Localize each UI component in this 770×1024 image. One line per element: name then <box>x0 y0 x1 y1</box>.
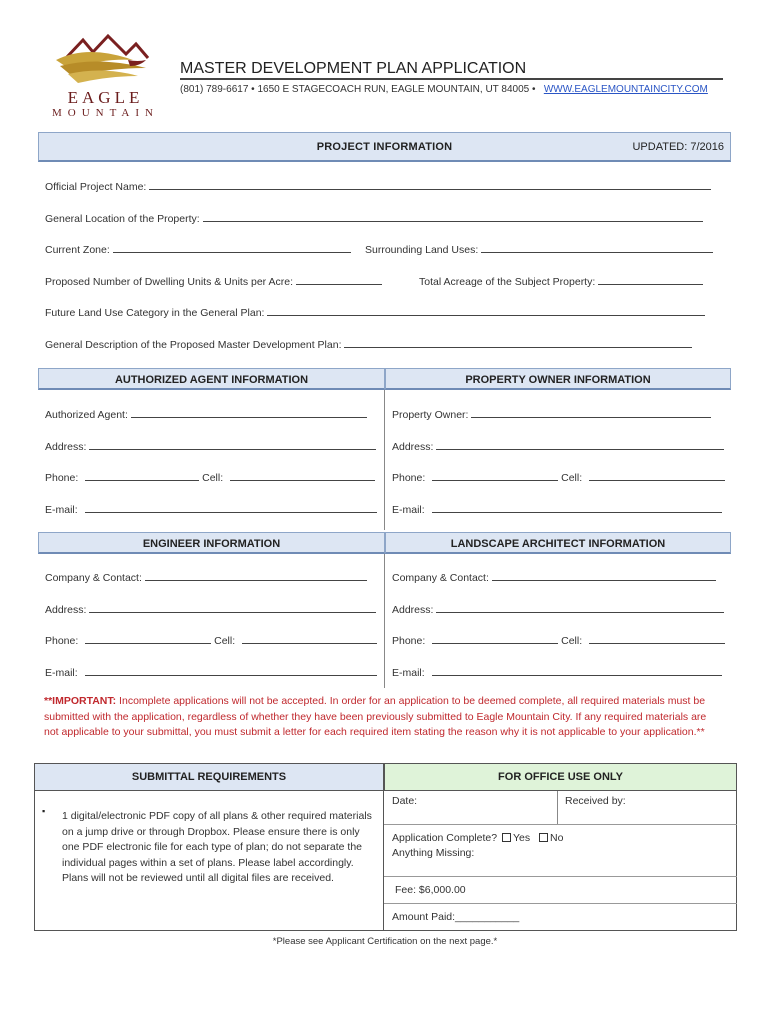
property-owner-row <box>392 408 711 421</box>
engineer-phone-row <box>45 634 377 647</box>
important-label: **IMPORTANT: <box>44 695 117 707</box>
engineer-address-row <box>45 603 376 616</box>
general-location-label: General Location of the Property: <box>45 213 200 225</box>
website-link[interactable]: WWW.EAGLEMOUNTAINCITY.COM <box>543 84 708 95</box>
engineer-phone-field[interactable] <box>85 634 211 644</box>
landscape-email-field[interactable] <box>432 666 722 676</box>
office-date-label: Date: <box>392 795 418 807</box>
office-use-box <box>384 791 737 931</box>
agent-phone-label: Phone: <box>45 472 79 484</box>
agent-email-row <box>45 503 377 516</box>
landscape-cell-field[interactable] <box>589 634 725 644</box>
property-owner-label: Property Owner: <box>392 409 469 421</box>
document-title: MASTER DEVELOPMENT PLAN APPLICATION <box>180 60 527 77</box>
office-received-by-label: Received by: <box>565 795 626 807</box>
owner-email-label: E-mail: <box>392 504 425 516</box>
owner-info-header: PROPERTY OWNER INFORMATION <box>385 368 731 390</box>
amount-paid-label: Amount Paid:___________ <box>392 911 520 923</box>
submittal-requirement-item: 1 digital/electronic PDF copy of all plans & other required materials on a jump drive or through Dropbox. Please ensure there is only one PDF electronic file for each type of plan; do not separate the individual pages within a set of plans. Please label accordingly. Plans will not be reviewed until all digital files are received. <box>62 810 372 884</box>
page-header <box>0 0 770 130</box>
landscape-phone-row <box>392 634 725 647</box>
engineer-company-row <box>45 571 367 584</box>
agent-email-field[interactable] <box>85 503 377 513</box>
updated-date: UPDATED: 7/2016 <box>632 141 724 153</box>
agent-address-field[interactable] <box>89 440 376 450</box>
agent-owner-divider <box>384 390 385 530</box>
current-zone-row <box>45 243 351 256</box>
owner-address-row <box>392 440 724 453</box>
dwelling-units-field[interactable] <box>296 275 382 285</box>
authorized-agent-field[interactable] <box>131 408 367 418</box>
engineer-address-label: Address: <box>45 604 87 616</box>
general-location-field[interactable] <box>203 212 703 222</box>
fee-label: Fee: $6,000.00 <box>395 884 466 896</box>
office-row-sep-1 <box>384 824 737 825</box>
agent-info-header: AUTHORIZED AGENT INFORMATION <box>38 368 385 390</box>
engineer-cell-label: Cell: <box>214 635 236 647</box>
owner-phone-field[interactable] <box>432 471 558 481</box>
logo-word-mountain: MOUNTAIN <box>51 107 159 119</box>
application-complete-row <box>392 832 563 844</box>
landscape-company-field[interactable] <box>492 571 716 581</box>
general-description-label: General Description of the Proposed Master Development Plan: <box>45 339 342 351</box>
engineer-cell-field[interactable] <box>242 634 377 644</box>
future-land-use-label: Future Land Use Category in the General Plan: <box>45 307 265 319</box>
logo-word-eagle: EAGLE <box>67 88 144 107</box>
agent-address-label: Address: <box>45 441 87 453</box>
title-rule <box>180 78 723 80</box>
engineer-company-field[interactable] <box>145 571 367 581</box>
landscape-phone-label: Phone: <box>392 635 426 647</box>
landscape-info-header: LANDSCAPE ARCHITECT INFORMATION <box>385 532 731 554</box>
project-info-title: PROJECT INFORMATION <box>316 141 453 153</box>
important-notice <box>44 694 714 741</box>
total-acreage-row <box>419 275 703 288</box>
owner-cell-field[interactable] <box>589 471 725 481</box>
anything-missing-label: Anything Missing: <box>392 847 475 859</box>
important-text: Incomplete applications will not be accepted. In order for an application to be deemed complete, all required materials must be submitted with the application, regardless of whether they have been previously submitted to Eagle Mountain City. If any required materials are not applicable to your submittal, you must submit a letter for each required item stating the reason why it is not applicable to your application.** <box>44 695 707 738</box>
office-use-header: FOR OFFICE USE ONLY <box>384 763 737 791</box>
agent-phone-field[interactable] <box>85 471 199 481</box>
square-bullet-icon: ▪ <box>42 806 46 816</box>
landscape-address-label: Address: <box>392 604 434 616</box>
engineer-info-header: ENGINEER INFORMATION <box>38 532 385 554</box>
engineer-address-field[interactable] <box>89 603 376 613</box>
general-location-row <box>45 212 703 225</box>
general-description-field[interactable] <box>344 338 692 348</box>
future-land-use-field[interactable] <box>267 306 705 316</box>
yes-label: Yes <box>512 832 531 844</box>
surrounding-land-uses-row <box>365 243 713 256</box>
contact-line <box>180 84 708 95</box>
agent-phone-row <box>45 471 375 484</box>
no-checkbox[interactable] <box>539 833 548 842</box>
owner-phone-label: Phone: <box>392 472 426 484</box>
owner-cell-label: Cell: <box>561 472 583 484</box>
engineer-email-row <box>45 666 377 679</box>
date-received-divider <box>557 791 558 824</box>
agent-email-label: E-mail: <box>45 504 78 516</box>
yes-checkbox[interactable] <box>502 833 511 842</box>
official-project-name-row <box>45 180 711 193</box>
engineer-phone-label: Phone: <box>45 635 79 647</box>
owner-email-row <box>392 503 722 516</box>
landscape-email-label: E-mail: <box>392 667 425 679</box>
landscape-email-row <box>392 666 722 679</box>
engineer-company-label: Company & Contact: <box>45 572 142 584</box>
agent-address-row <box>45 440 376 453</box>
general-description-row <box>45 338 692 351</box>
landscape-cell-label: Cell: <box>561 635 583 647</box>
landscape-address-row <box>392 603 724 616</box>
surrounding-land-uses-label: Surrounding Land Uses: <box>365 244 479 256</box>
engineer-email-field[interactable] <box>85 666 377 676</box>
landscape-company-label: Company & Contact: <box>392 572 489 584</box>
office-row-sep-3 <box>384 903 737 904</box>
agent-cell-field[interactable] <box>230 471 375 481</box>
submittal-requirements-header: SUBMITTAL REQUIREMENTS <box>34 763 384 791</box>
no-label: No <box>550 832 564 844</box>
dwelling-units-row <box>45 275 382 288</box>
contact-text: (801) 789-6617 • 1650 E STAGECOACH RUN, EAGLE MOUNTAIN, UT 84005 • <box>180 84 536 95</box>
project-info-header <box>38 132 731 162</box>
current-zone-field[interactable] <box>113 243 351 253</box>
engineer-email-label: E-mail: <box>45 667 78 679</box>
office-row-sep-2 <box>384 876 737 877</box>
total-acreage-field[interactable] <box>598 275 703 285</box>
owner-phone-row <box>392 471 725 484</box>
surrounding-land-uses-field[interactable] <box>481 243 713 253</box>
authorized-agent-label: Authorized Agent: <box>45 409 128 421</box>
official-project-name-label: Official Project Name: <box>45 181 147 193</box>
official-project-name-field[interactable] <box>149 180 711 190</box>
landscape-phone-field[interactable] <box>432 634 558 644</box>
owner-email-field[interactable] <box>432 503 722 513</box>
dwelling-units-label: Proposed Number of Dwelling Units & Units per Acre: <box>45 276 294 288</box>
current-zone-label: Current Zone: <box>45 244 110 256</box>
agent-cell-label: Cell: <box>202 472 224 484</box>
owner-address-label: Address: <box>392 441 434 453</box>
application-complete-label: Application Complete? <box>392 832 498 844</box>
landscape-address-field[interactable] <box>436 603 724 613</box>
certification-footnote: *Please see Applicant Certification on the next page.* <box>272 936 498 947</box>
future-land-use-row <box>45 306 705 319</box>
total-acreage-label: Total Acreage of the Subject Property: <box>419 276 596 288</box>
engineer-landscape-divider <box>384 554 385 688</box>
landscape-company-row <box>392 571 716 584</box>
property-owner-field[interactable] <box>471 408 711 418</box>
eagle-mountain-logo <box>38 30 173 122</box>
owner-address-field[interactable] <box>436 440 724 450</box>
eagle-emblem-icon <box>38 30 173 90</box>
authorized-agent-row <box>45 408 367 421</box>
